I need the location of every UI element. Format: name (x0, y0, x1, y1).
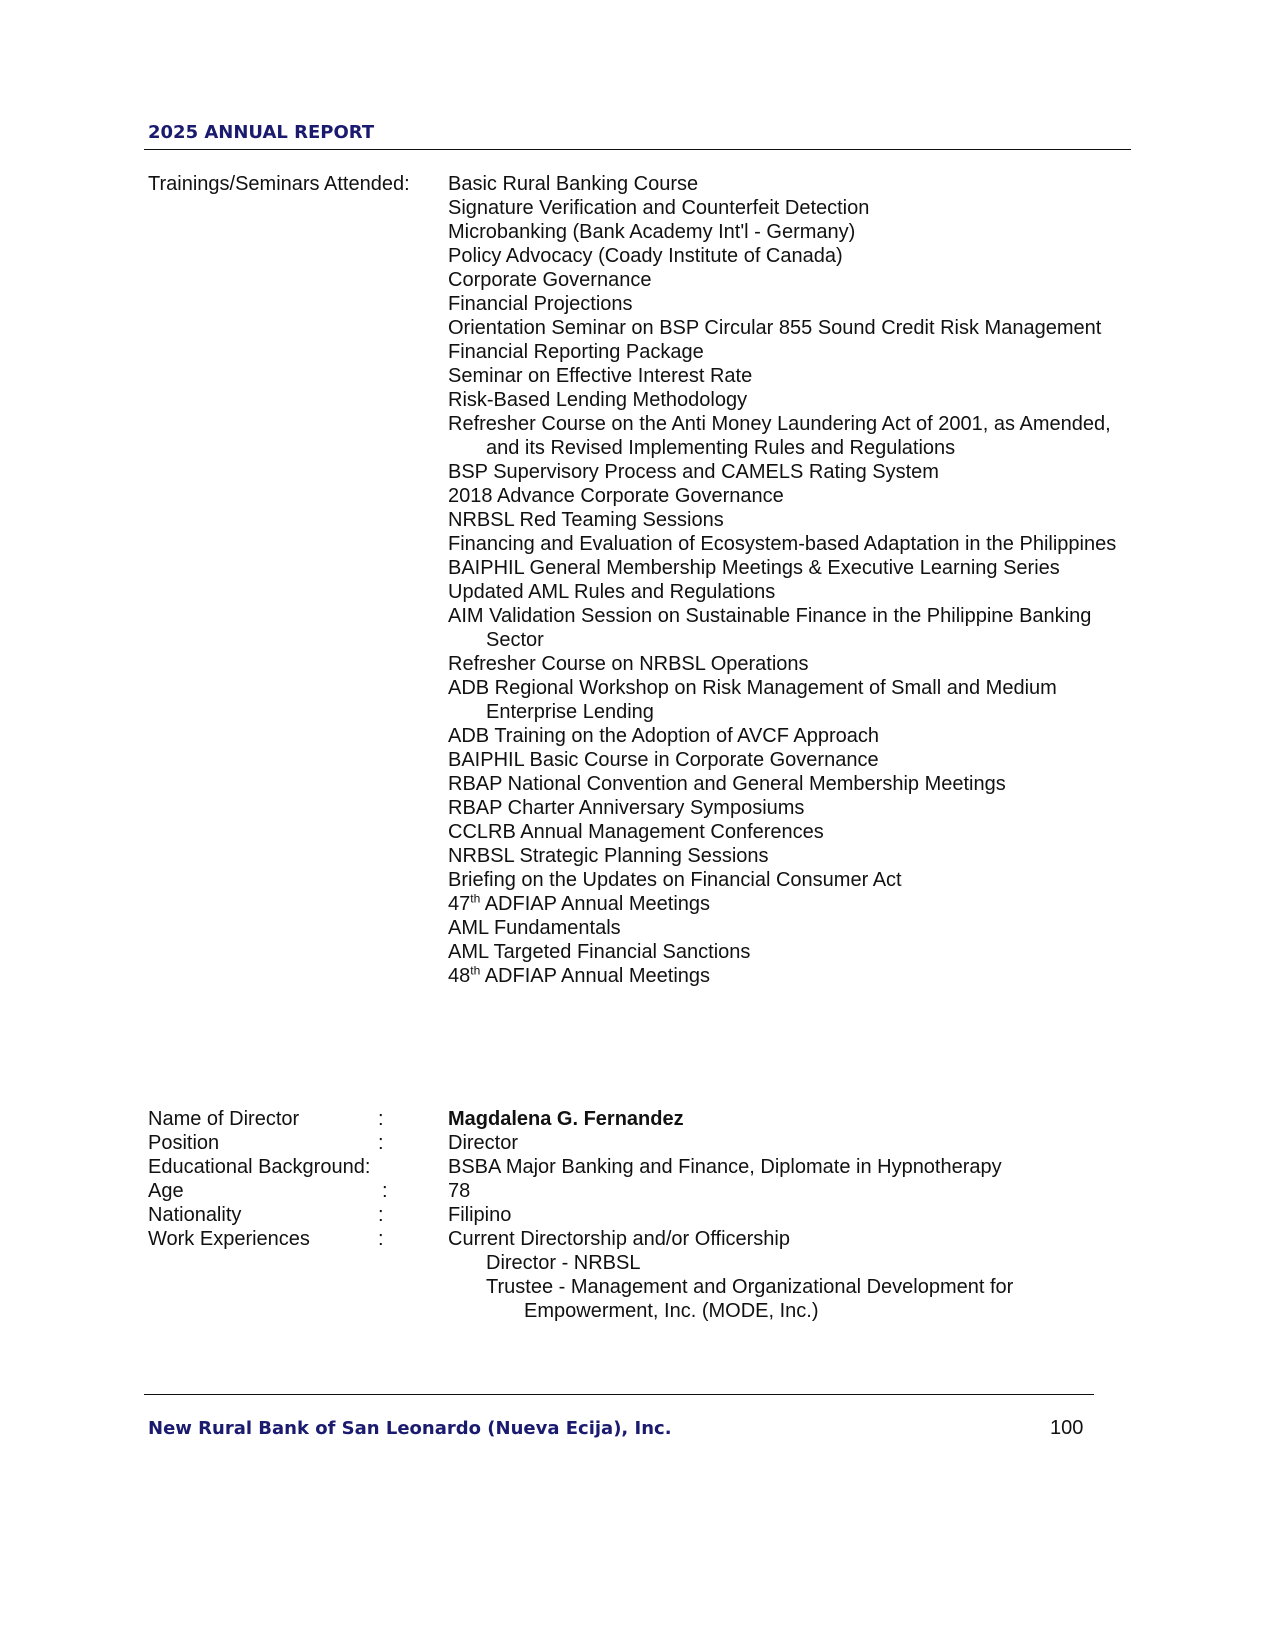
director-age-row (148, 1179, 1148, 1203)
training-item: BAIPHIL General Membership Meetings & Executive Learning Series (448, 557, 1060, 579)
training-item: Risk-Based Lending Methodology (448, 389, 748, 411)
footer-rule (144, 1394, 1094, 1395)
training-item: BSP Supervisory Process and CAMELS Rating System (448, 461, 939, 483)
training-item: NRBSL Strategic Planning Sessions (448, 845, 769, 867)
trainings-label: Trainings/Seminars Attended: (148, 173, 410, 195)
field-colon: : (378, 1108, 384, 1130)
training-item: AML Targeted Financial Sanctions (448, 941, 751, 963)
work-item: Trustee - Management and Organizational Development for Empowerment, Inc. (MODE, Inc.) (486, 1276, 1014, 1322)
field-label: Name of Director (148, 1108, 300, 1130)
trainings-list (448, 172, 1138, 988)
director-age: 78 (448, 1180, 471, 1202)
training-item-adfiap-47: 47th ADFIAP Annual Meetings (448, 891, 711, 915)
field-colon: : (378, 1132, 384, 1154)
director-nationality-row (148, 1203, 1148, 1227)
training-item: BAIPHIL Basic Course in Corporate Governance (448, 749, 879, 771)
field-label: Nationality (148, 1204, 242, 1226)
director-education: BSBA Major Banking and Finance, Diplomate in Hypnotherapy (448, 1156, 1002, 1178)
training-item: Updated AML Rules and Regulations (448, 581, 776, 603)
training-item: Financial Projections (448, 293, 633, 315)
report-header-title: 2025 ANNUAL REPORT (148, 122, 375, 143)
training-item: Microbanking (Bank Academy Int'l - Germany) (448, 221, 856, 243)
field-colon: : (378, 1228, 384, 1250)
training-item: Financial Reporting Package (448, 341, 704, 363)
training-item: RBAP Charter Anniversary Symposiums (448, 797, 805, 819)
training-item: ADB Regional Workshop on Risk Management of Small and Medium Enterprise Lending (448, 677, 1057, 723)
training-item: ADB Training on the Adoption of AVCF Approach (448, 725, 880, 747)
training-item: Corporate Governance (448, 269, 652, 291)
field-colon: : (382, 1180, 388, 1202)
training-item: Briefing on the Updates on Financial Consumer Act (448, 869, 902, 891)
director-name-row (148, 1107, 1148, 1131)
director-work-row (148, 1227, 1148, 1323)
training-item: Financing and Evaluation of Ecosystem-based Adaptation in the Philippines (448, 533, 1117, 555)
training-item: 2018 Advance Corporate Governance (448, 485, 784, 507)
training-item-adfiap-48: 48th ADFIAP Annual Meetings (448, 963, 711, 987)
training-item: Policy Advocacy (Coady Institute of Canada) (448, 245, 843, 267)
training-item: Seminar on Effective Interest Rate (448, 365, 753, 387)
director-profile (148, 1107, 1148, 1323)
page-number: 100 (1050, 1417, 1084, 1439)
training-item: Basic Rural Banking Course (448, 173, 699, 195)
work-item: Director - NRBSL (486, 1252, 641, 1274)
field-label: Educational Background: (148, 1156, 371, 1178)
training-item: Orientation Seminar on BSP Circular 855 Sound Credit Risk Management (448, 317, 1102, 339)
field-label: Position (148, 1132, 220, 1154)
director-position: Director (448, 1132, 519, 1154)
training-item: AIM Validation Session on Sustainable Finance in the Philippine Banking Sector (448, 605, 1092, 651)
director-nationality: Filipino (448, 1204, 512, 1226)
training-item: Signature Verification and Counterfeit Detection (448, 197, 870, 219)
training-item: Refresher Course on the Anti Money Laundering Act of 2001, as Amended, and its Revised Implementing Rules and Regulations (448, 413, 1111, 459)
training-item: Refresher Course on NRBSL Operations (448, 653, 809, 675)
field-colon: : (378, 1204, 384, 1226)
header-rule (144, 149, 1131, 150)
field-label: Age (148, 1180, 184, 1202)
training-item: CCLRB Annual Management Conferences (448, 821, 824, 843)
training-item: AML Fundamentals (448, 917, 621, 939)
field-label: Work Experiences (148, 1228, 310, 1250)
footer-bank-name: New Rural Bank of San Leonardo (Nueva Ecija), Inc. (148, 1418, 672, 1439)
training-item: RBAP National Convention and General Membership Meetings (448, 773, 1006, 795)
director-education-row (148, 1155, 1148, 1179)
work-heading: Current Directorship and/or Officership (448, 1228, 790, 1250)
director-name: Magdalena G. Fernandez (448, 1108, 684, 1130)
director-work-experiences (448, 1227, 1148, 1323)
training-item: NRBSL Red Teaming Sessions (448, 509, 724, 531)
director-position-row (148, 1131, 1148, 1155)
